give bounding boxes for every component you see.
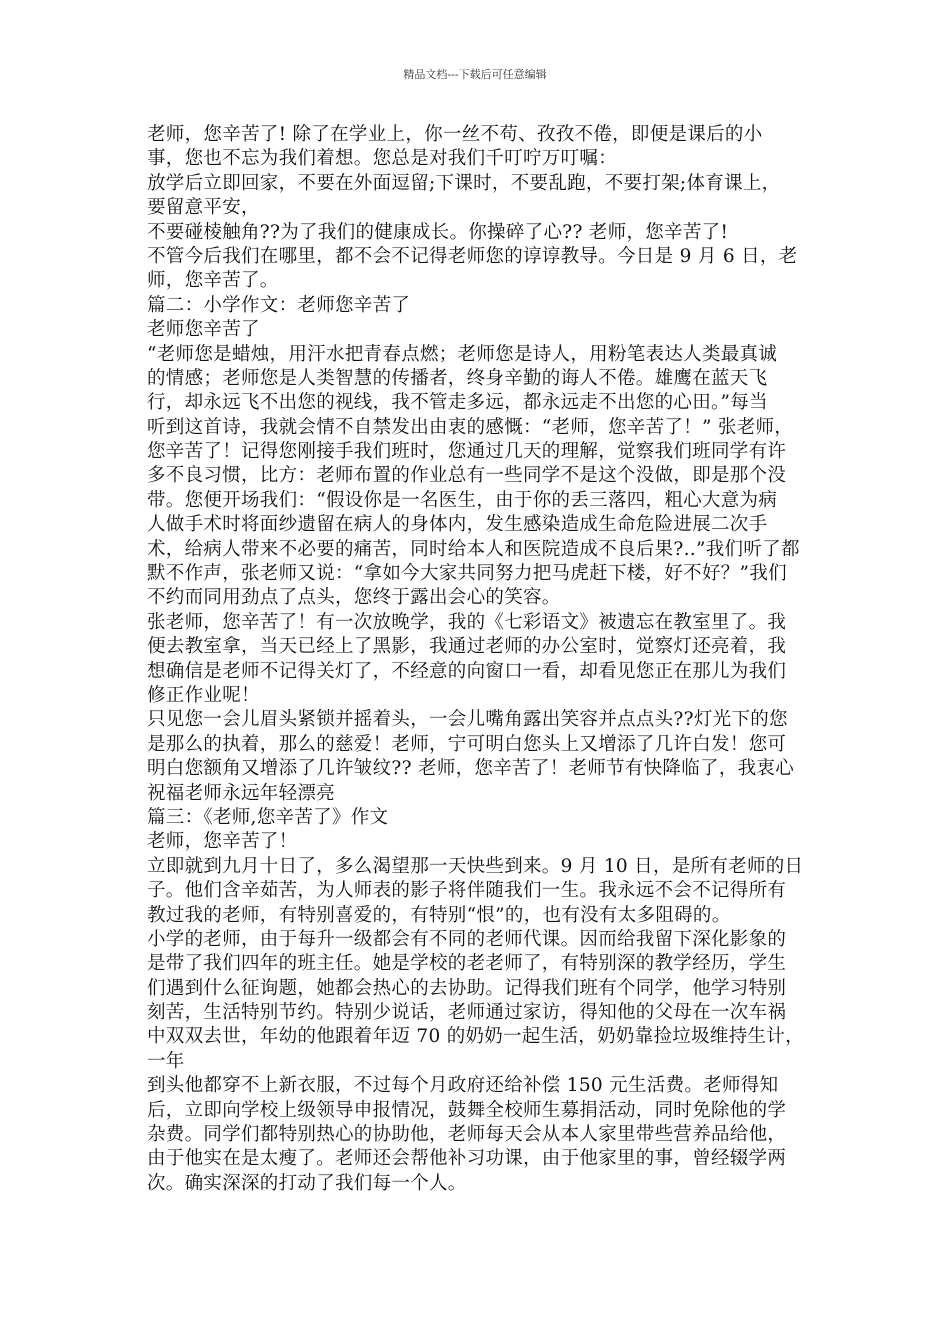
text-line: 到头他都穿不上新衣服，不过每个月政府还给补偿 150 元生活费。老师得知	[147, 1075, 779, 1097]
text-line: 小学的老师，由于每升一级都会有不同的老师代课。因而给我留下深化影象的	[147, 928, 787, 950]
text-line: 事，您也不忘为我们着想。您总是对我们千叮咛万叮嘱：	[147, 148, 618, 170]
text-line: 是带了我们四年的班主任。她是学校的老老师了，有特别深的教学经历，学生	[147, 953, 787, 975]
text-line: 次。确实深深的打动了我们每一个人。	[147, 1172, 467, 1194]
text-line: 不要碰棱触角??为了我们的健康成长。你操碎了心?? 老师，您辛苦了!	[147, 221, 729, 243]
text-line: 是那么的执着，那么的慈爱！老师，宁可明白您头上又增添了几许白发！您可	[147, 733, 787, 755]
text-line: 立即就到九月十日了，多么渴望那一天快些到来。9 月 10 日，是所有老师的日	[147, 855, 804, 877]
text-line: 放学后立即回家，不要在外面逗留;下课时，不要乱跑，不要打架;体育课上，	[147, 172, 781, 194]
text-line: 子。他们含辛茹苦，为人师表的影子将伴随我们一生。我永远不会不记得所有	[147, 880, 787, 902]
text-line: 便去教室拿，当天已经上了黑影，我通过老师的办公室时，觉察灯还亮着，我	[147, 636, 787, 658]
text-line: 祝福老师永远年轻漂亮	[147, 782, 336, 804]
text-line: 只见您一会儿眉头紧锁并摇着头，一会儿嘴角露出笑容并点点头??灯光下的您	[147, 709, 788, 731]
text-line: 由于他实在是太瘦了。老师还会帮他补习功课，由于他家里的事，曾经辍学两	[147, 1148, 787, 1170]
text-line: 后，立即向学校上级领导申报情况，鼓舞全校师生募捐活动，同时免除他的学	[147, 1099, 787, 1121]
text-line: 老师，您辛苦了! 除了在学业上，你一丝不苟、孜孜不倦，即便是课后的小	[147, 124, 763, 145]
text-line: 张老师，您辛苦了！有一次放晚学，我的《七彩语文》被遗忘在教室里了。我	[147, 611, 787, 633]
text-line: 不管今后我们在哪里，都不会不记得老师您的谆谆教导。今日是 9 月 6 日，老	[147, 245, 798, 267]
page-header: 精品文档---下载后可任意编辑	[403, 68, 547, 81]
text-line: 修正作业呢！	[147, 684, 260, 706]
text-line: 术，给病人带来不必要的痛苦，同时给本人和医院造成不良后果?..”我们听了都	[147, 538, 800, 560]
text-line: 人做手术时将面纱遗留在病人的身体内，发生感染造成生命危险进展二次手	[147, 514, 768, 536]
text-line: “老师您是蜡烛，用汗水把青春点燃；老师您是诗人，用粉笔表达人类最真诚	[147, 343, 778, 365]
text-line: 篇三：《老师,您辛苦了》作文	[147, 806, 389, 828]
text-line: 老师您辛苦了	[147, 319, 260, 341]
text-line: 要留意平安，	[147, 197, 260, 219]
text-line: 不约而同用劲点了点头，您终于露出会心的笑容。	[147, 587, 561, 609]
text-line: 老师，您辛苦了！	[147, 831, 298, 853]
text-line: 的情感；老师您是人类智慧的传播者，终身辛勤的诲人不倦。雄鹰在蓝天飞	[147, 367, 768, 389]
text-line: 明白您额角又增添了几许皱纹?? 老师，您辛苦了！老师节有快降临了，我衷心	[147, 758, 795, 780]
text-line: 行，却永远飞不出您的视线，我不管走多远，都永远走不出您的心田。”每当	[147, 392, 768, 414]
text-line: 刻苦，生活特别节约。特别少说话，老师通过家访，得知他的父母在一次车祸	[147, 1002, 787, 1024]
text-line: 中双双去世，年幼的他跟着年迈 70 的奶奶一起生活，奶奶靠捡垃圾维持生计，	[147, 1026, 804, 1048]
text-line: 们遇到什么征询题，她都会热心的去协助。记得我们班有个同学，他学习特别	[147, 977, 787, 999]
text-line: 带。您便开场我们：“假设你是一名医生，由于你的丢三落四，粗心大意为病	[147, 489, 778, 511]
text-line: 杂费。同学们都特别热心的协助他，老师每天会从本人家里带些营养品给他，	[147, 1124, 787, 1146]
text-line: 教过我的老师，有特别喜爱的，有特别“恨”的，也有没有太多阻碍的。	[147, 904, 731, 926]
text-line: 您辛苦了！记得您刚接手我们班时，您通过几天的理解，觉察我们班同学有许	[147, 441, 787, 463]
text-line: 一年	[147, 1050, 185, 1072]
text-line: 想确信是老师不记得关灯了，不经意的向窗口一看，却看见您正在那儿为我们	[147, 660, 787, 682]
text-line: 默不作声，张老师又说：“拿如今大家共同努力把马虎赶下楼，好不好？”我们	[147, 563, 787, 585]
text-line: 篇二：小学作文：老师您辛苦了	[147, 294, 411, 316]
text-line: 多不良习惯，比方：老师布置的作业总有一些同学不是这个没做，即是那个没	[147, 465, 787, 487]
document-body	[147, 123, 807, 1196]
text-line: 师，您辛苦了。	[147, 270, 279, 292]
text-line: 听到这首诗，我就会情不自禁发出由衷的感慨：“老师，您辛苦了！” 张老师，	[147, 416, 794, 438]
